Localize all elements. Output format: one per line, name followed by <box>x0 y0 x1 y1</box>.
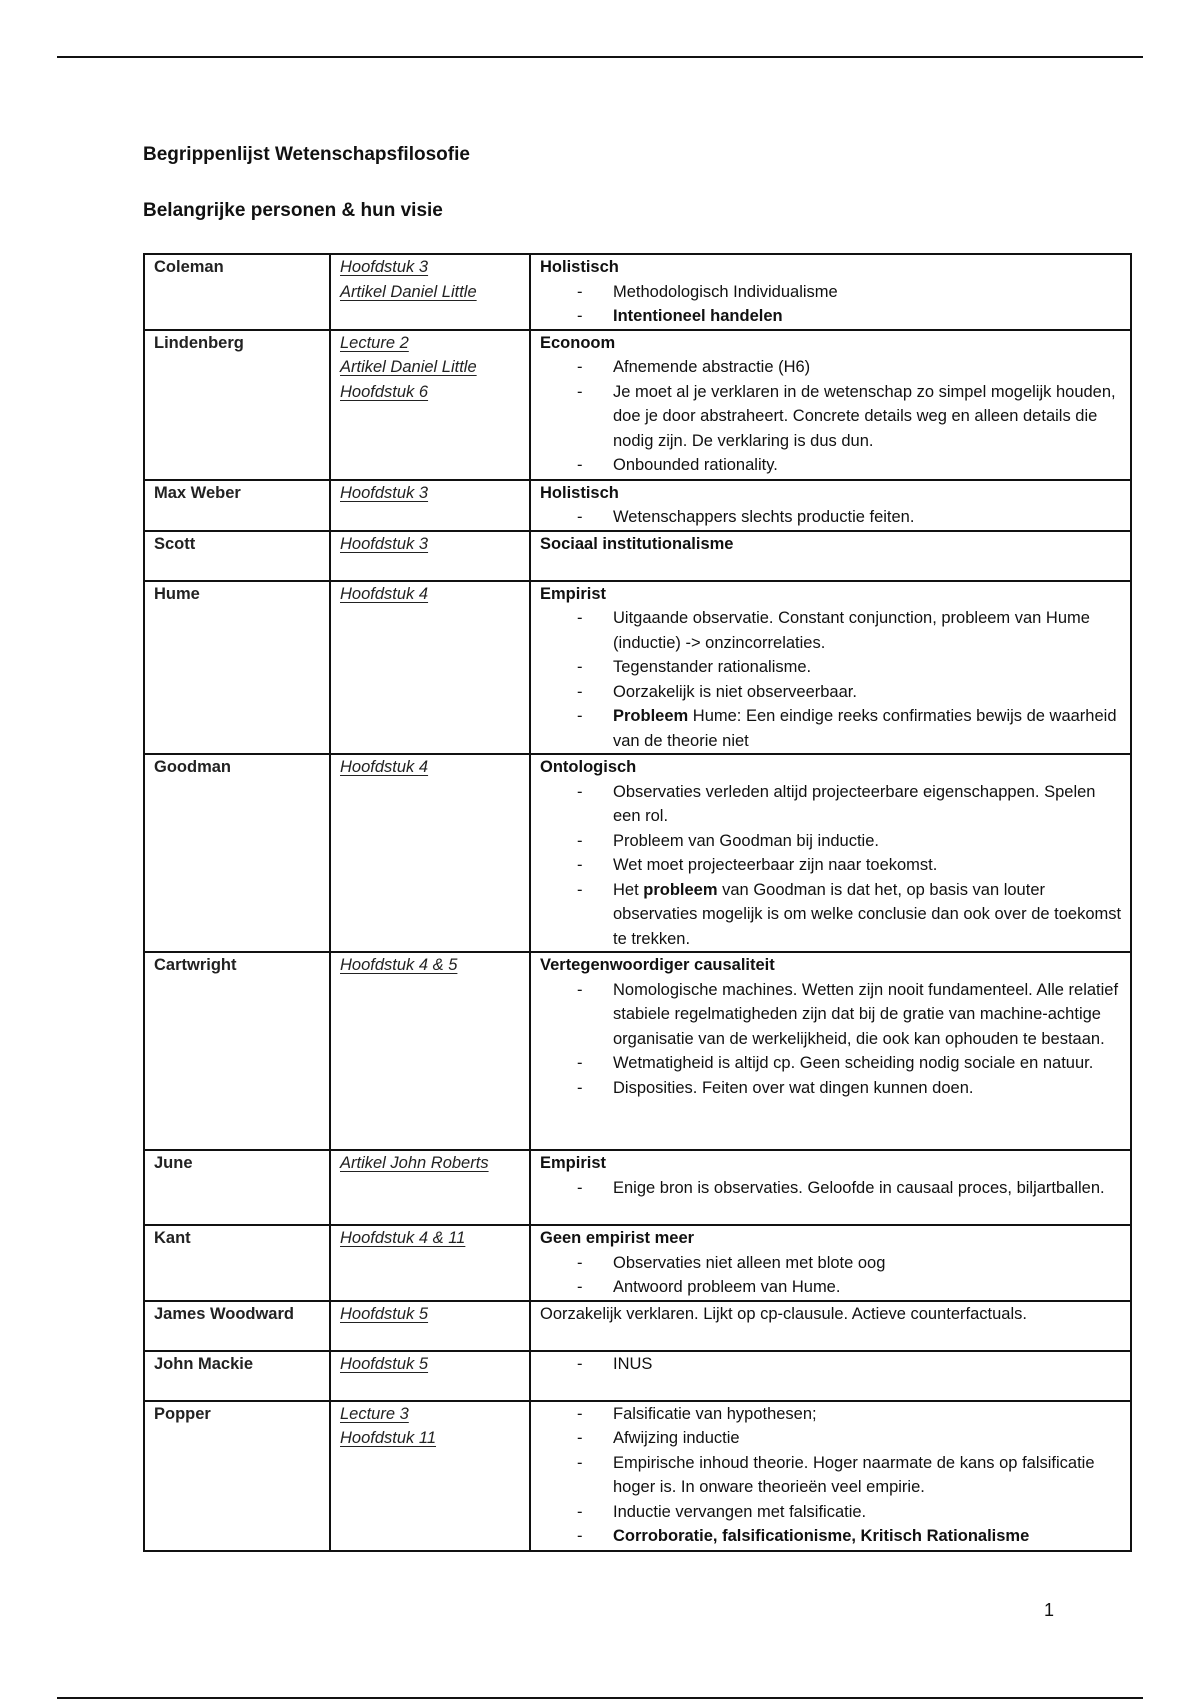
item-text: Wet moet projecteerbaar zijn naar toekomst. <box>613 856 938 874</box>
bullet-item <box>613 1451 1122 1500</box>
item-text: Antwoord probleem van Hume. <box>613 1278 841 1296</box>
source-cell <box>330 330 530 480</box>
bold-text: Corroboratie, falsificationisme, Kritisch Rationalisme <box>613 1527 1030 1545</box>
person-name: Goodman <box>144 754 330 952</box>
bullet-item <box>613 1275 1122 1300</box>
item-text: Wetmatigheid is altijd cp. Geen scheiding nodig sociale en natuur. <box>613 1054 1094 1072</box>
item-text: Disposities. Feiten over wat dingen kunnen doen. <box>613 1078 974 1097</box>
item-text: Je moet al je verklaren in de wetenschap zo simpel mogelijk houden, doe je door abstraheert. Concrete details weg en alleen details die nodig zijn. De verklaring is dus dun. <box>613 382 1116 450</box>
vision-cell <box>530 330 1131 480</box>
table-row <box>144 330 1131 480</box>
bullet-item <box>613 1402 1122 1427</box>
table-row <box>144 1401 1131 1551</box>
person-name: Lindenberg <box>144 330 330 480</box>
source-cell <box>330 1351 530 1401</box>
source-reference: Lecture 2 <box>340 333 409 352</box>
bullet-item <box>613 1500 1122 1525</box>
bullet-list <box>540 1176 1122 1201</box>
bullet-item <box>613 780 1122 829</box>
bullet-list <box>540 1352 1122 1377</box>
source-reference: Lecture 3 <box>340 1404 409 1423</box>
table-row <box>144 254 1131 330</box>
source-reference: Hoofdstuk 5 <box>340 1354 429 1373</box>
bullet-list <box>540 1402 1122 1549</box>
bullet-item <box>613 704 1122 753</box>
vision-cell <box>530 480 1131 531</box>
source-cell <box>330 952 530 1150</box>
bullet-item <box>613 829 1122 854</box>
vision-heading: Geen empirist meer <box>540 1229 695 1247</box>
bullet-list <box>540 280 1122 329</box>
bullet-list <box>540 505 1122 530</box>
vision-heading: Ontologisch <box>540 758 637 776</box>
person-name: Popper <box>144 1401 330 1551</box>
vision-cell <box>530 754 1131 952</box>
vision-heading: Econoom <box>540 333 616 352</box>
person-name: Kant <box>144 1225 330 1301</box>
bullet-item <box>613 355 1122 380</box>
bullet-item <box>613 1426 1122 1451</box>
bullet-list <box>540 355 1122 478</box>
vision-cell <box>530 1301 1131 1351</box>
bullet-list <box>540 1251 1122 1300</box>
source-reference: Hoofdstuk 3 <box>340 258 429 276</box>
table-row <box>144 952 1131 1150</box>
item-text: Afwijzing inductie <box>613 1429 740 1447</box>
bullet-list <box>540 978 1122 1101</box>
source-cell <box>330 581 530 755</box>
bullet-item <box>613 978 1122 1052</box>
source-reference: Hoofdstuk 3 <box>340 534 429 553</box>
item-text: Observaties verleden altijd projecteerbare eigenschappen. Spelen een rol. <box>613 782 1096 825</box>
item-text: Het <box>613 880 644 899</box>
persons-table-body <box>144 254 1131 1551</box>
source-cell <box>330 480 530 531</box>
vision-heading: Empirist <box>540 1154 607 1172</box>
person-name: Hume <box>144 581 330 755</box>
item-text: van Goodman is dat het, op basis van louter observaties mogelijk is om welke conclusie dan ook over de toekomst te trekken. <box>613 880 1122 948</box>
source-cell <box>330 531 530 581</box>
bold-text: probleem <box>643 880 718 899</box>
vision-heading: Sociaal institutionalisme <box>540 534 734 553</box>
vision-heading: Holistisch <box>540 258 619 276</box>
source-reference: Hoofdstuk 3 <box>340 483 429 502</box>
footer-rule <box>57 1697 1143 1699</box>
vision-cell <box>530 1225 1131 1301</box>
item-text: Oorzakelijk is niet observeerbaar. <box>613 682 857 701</box>
section-title: Belangrijke personen & hun visie <box>143 200 443 221</box>
bullet-item <box>613 380 1122 454</box>
table-row <box>144 754 1131 952</box>
source-reference: Hoofdstuk 6 <box>340 382 429 401</box>
bullet-item <box>613 280 1122 305</box>
item-text: Hume: Een eindige reeks confirmaties bewijs de waarheid van de theorie niet <box>613 707 1117 750</box>
table-row <box>144 1351 1131 1401</box>
source-reference: Hoofdstuk 4 & 5 <box>340 956 458 974</box>
source-reference: Artikel John Roberts <box>340 1154 489 1172</box>
vision-cell <box>530 254 1131 330</box>
bullet-item <box>613 655 1122 680</box>
vision-cell <box>530 531 1131 581</box>
source-reference: Artikel Daniel Little <box>340 282 477 301</box>
bullet-item <box>613 1176 1122 1201</box>
item-text: INUS <box>613 1354 653 1373</box>
bullet-item <box>613 878 1122 952</box>
vision-cell <box>530 1150 1131 1225</box>
source-reference: Hoofdstuk 5 <box>340 1304 429 1323</box>
document-title: Begrippenlijst Wetenschapsfilosofie <box>143 144 470 165</box>
bullet-item <box>613 606 1122 655</box>
item-text: Nomologische machines. Wetten zijn nooit fundamenteel. Alle relatief stabiele regelmatigheden zijn dat bij de gratie van machine-achtige organisatie van de werkelijkheid, die ook kan ophouden te bestaan. <box>613 980 1119 1048</box>
source-cell <box>330 1401 530 1551</box>
item-text: Uitgaande observatie. Constant conjunction, probleem van Hume (inductie) -> onzincorrelaties. <box>613 609 1090 652</box>
vision-heading: Empirist <box>540 584 607 603</box>
bullet-item <box>613 1352 1122 1377</box>
table-row <box>144 581 1131 755</box>
item-text: Methodologisch Individualisme <box>613 282 838 301</box>
header-rule <box>57 56 1143 58</box>
item-text: Inductie vervangen met falsificatie. <box>613 1502 867 1521</box>
item-text: Empirische inhoud theorie. Hoger naarmate de kans op falsificatie hoger is. In onware theorieën veel empirie. <box>613 1453 1095 1496</box>
item-text: Probleem van Goodman bij inductie. <box>613 831 879 850</box>
source-cell <box>330 754 530 952</box>
source-reference: Hoofdstuk 4 <box>340 584 429 603</box>
source-reference: Hoofdstuk 4 <box>340 758 429 776</box>
item-text: Afnemende abstractie (H6) <box>613 358 811 376</box>
source-reference: Hoofdstuk 4 & 11 <box>340 1229 466 1247</box>
person-name: Cartwright <box>144 952 330 1150</box>
table-row <box>144 480 1131 531</box>
bullet-item <box>613 680 1122 705</box>
item-text: Observaties niet alleen met blote oog <box>613 1253 886 1272</box>
bullet-list <box>540 780 1122 952</box>
bullet-item <box>613 1076 1122 1101</box>
source-cell <box>330 1301 530 1351</box>
table-row <box>144 1301 1131 1351</box>
source-cell <box>330 1150 530 1225</box>
table-row <box>144 1225 1131 1301</box>
item-text: Falsificatie van hypothesen; <box>613 1404 817 1423</box>
item-text: Onbounded rationality. <box>613 456 778 474</box>
bullet-item <box>613 1251 1122 1276</box>
vision-cell <box>530 581 1131 755</box>
vision-cell <box>530 1351 1131 1401</box>
bullet-item <box>613 1051 1122 1076</box>
persons-table <box>143 253 1132 1552</box>
bold-text: Intentioneel handelen <box>613 307 783 325</box>
source-reference: Hoofdstuk 11 <box>340 1429 437 1447</box>
person-name: June <box>144 1150 330 1225</box>
vision-heading: Holistisch <box>540 483 619 502</box>
person-name: Coleman <box>144 254 330 330</box>
bullet-list <box>540 606 1122 753</box>
vision-cell <box>530 952 1131 1150</box>
page-number: 1 <box>1044 1600 1055 1620</box>
vision-cell <box>530 1401 1131 1551</box>
source-reference: Artikel Daniel Little <box>340 358 477 376</box>
bullet-item <box>613 304 1122 329</box>
item-text: Enige bron is observaties. Geloofde in causaal proces, biljartballen. <box>613 1178 1105 1197</box>
person-name: John Mackie <box>144 1351 330 1401</box>
bullet-item <box>613 453 1122 478</box>
person-name: Max Weber <box>144 480 330 531</box>
bullet-item <box>613 505 1122 530</box>
vision-text: Oorzakelijk verklaren. Lijkt op cp-clausule. Actieve counterfactuals. <box>540 1304 1027 1323</box>
bullet-item <box>613 853 1122 878</box>
item-text: Tegenstander rationalisme. <box>613 658 812 676</box>
bullet-item <box>613 1524 1122 1549</box>
source-cell <box>330 1225 530 1301</box>
person-name: James Woodward <box>144 1301 330 1351</box>
table-row <box>144 531 1131 581</box>
bold-text: Probleem <box>613 707 689 725</box>
vision-heading: Vertegenwoordiger causaliteit <box>540 956 775 974</box>
person-name: Scott <box>144 531 330 581</box>
table-row <box>144 1150 1131 1225</box>
item-text: Wetenschappers slechts productie feiten. <box>613 508 915 526</box>
source-cell <box>330 254 530 330</box>
